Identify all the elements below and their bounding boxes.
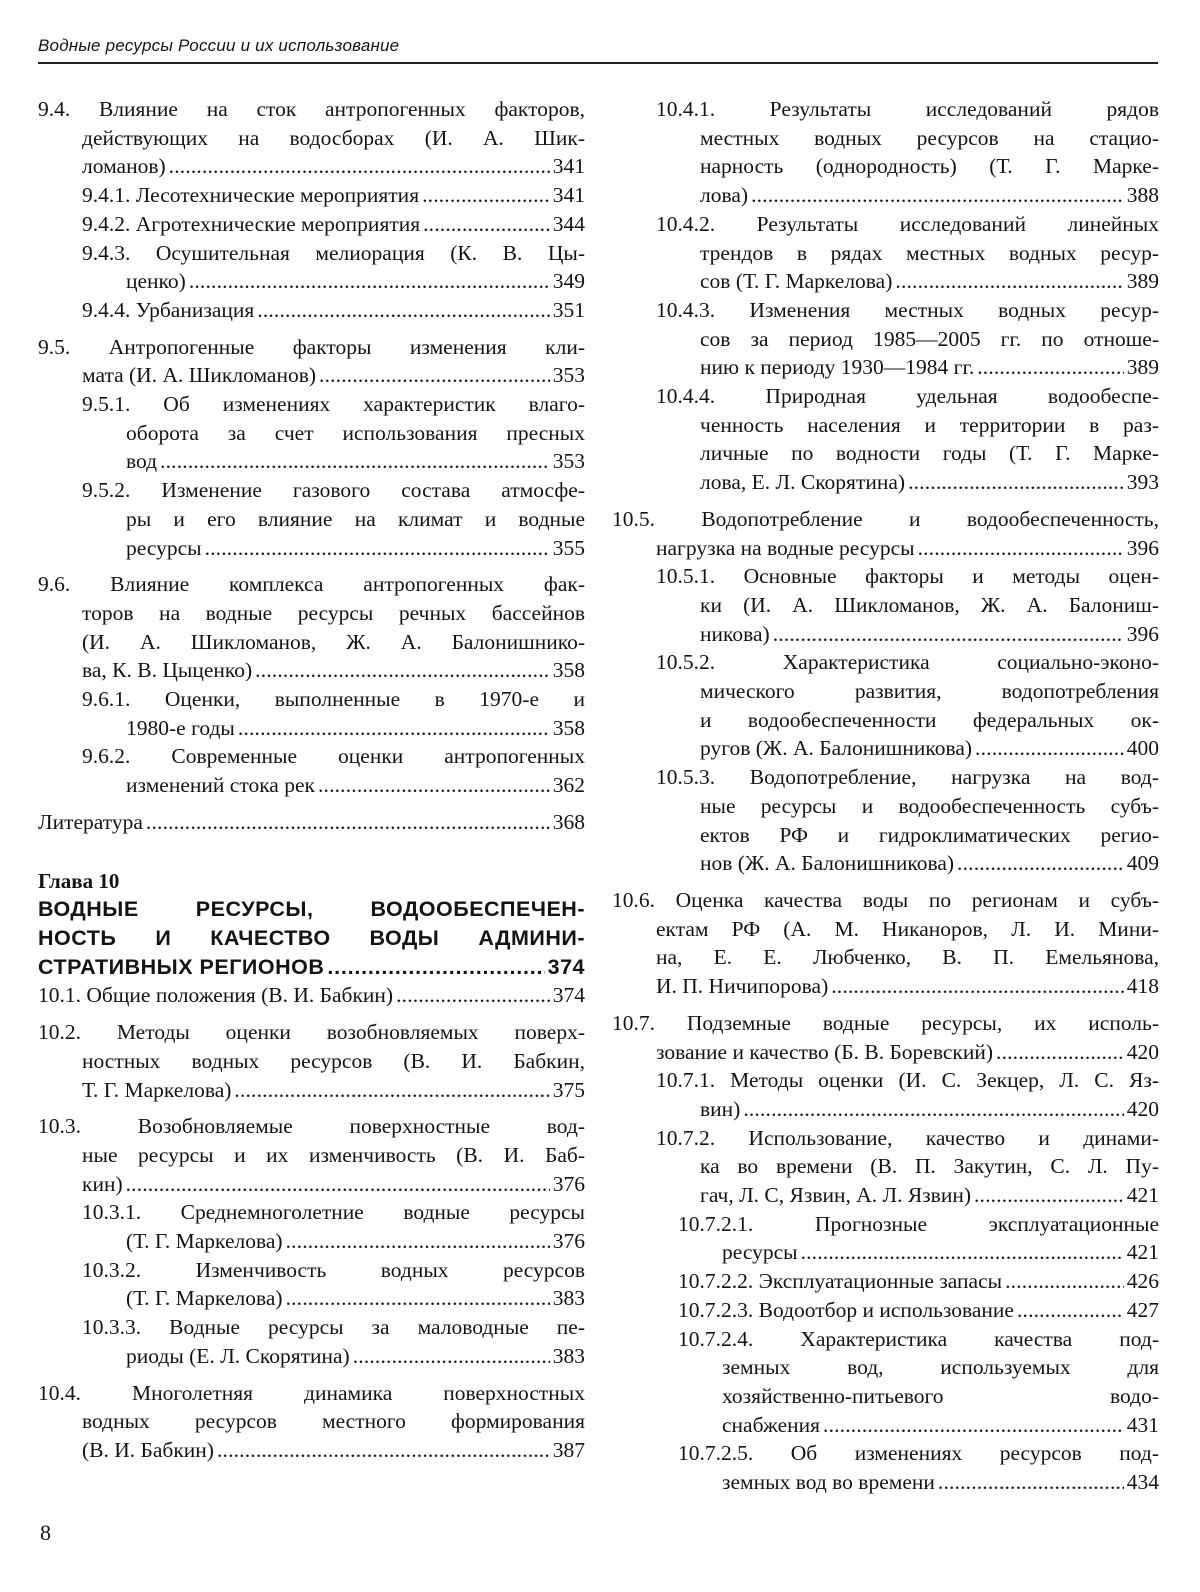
dot-leader (255, 656, 550, 685)
toc-entry (38, 476, 585, 562)
toc-entry-lastline (656, 353, 1159, 382)
toc-entry-lastline (656, 468, 1159, 497)
toc-entry-line: ные ресурсы и их изменчивость (В. И. Баб- (38, 1141, 585, 1170)
toc-entry-line: земных вод, используемых для (678, 1353, 1159, 1382)
page-ref: 374 (553, 981, 585, 1010)
page-ref: 376 (553, 1170, 585, 1199)
dot-leader (1017, 1296, 1124, 1325)
toc-entry-line: 10.3.1. Среднемноголетние водные ресурсы (82, 1198, 585, 1227)
toc-entry-lastline (656, 267, 1159, 296)
dot-leader (286, 1284, 550, 1313)
toc-entry-line: 10.3. Возобновляемые поверхностные вод- (38, 1112, 585, 1141)
toc-entry-lastline (656, 849, 1159, 878)
toc-entry-line: 10.4.3. Изменения местных водных ресур- (656, 296, 1159, 325)
toc-left-column (38, 95, 585, 1465)
dot-leader (217, 1436, 550, 1465)
toc-entry-line: 10.6. Оценка качества воды по регионам и субъ- (612, 886, 1159, 915)
toc-entry-title: ресурсы (126, 534, 202, 563)
toc-entry-line: 10.7.2.1. Прогнозные эксплуатационные (678, 1210, 1159, 1239)
toc-entry-lastline (656, 1181, 1159, 1210)
spacer (38, 1104, 585, 1112)
page-ref: 362 (553, 771, 585, 800)
toc-entry-title: сов (Т. Г. Маркелова) (700, 267, 892, 296)
toc-entry-lastline (82, 714, 585, 743)
toc-entry-line: 10.7.2.5. Об изменениях ресурсов под- (678, 1439, 1159, 1468)
toc-entry-title: мата (И. А. Шикломанов) (82, 361, 316, 390)
dot-leader (422, 181, 550, 210)
toc-entry-title: никова) (700, 620, 770, 649)
toc-entry-lastline (38, 152, 585, 181)
page-ref: 358 (553, 714, 585, 743)
dot-leader (318, 771, 550, 800)
toc-entry-line: и водообеспеченности федеральных ок- (656, 706, 1159, 735)
toc-entry-title: 9.4.2. Агротехнические мероприятия (82, 210, 420, 239)
toc-entry-title: ва, К. В. Цыценко) (82, 656, 252, 685)
dot-leader (977, 353, 1124, 382)
dot-leader (1005, 1267, 1124, 1296)
page-ref: 341 (553, 181, 585, 210)
page-ref: 383 (553, 1342, 585, 1371)
chapter-label: Глава 10 (38, 867, 585, 896)
toc-entry-title: ценко) (126, 267, 186, 296)
toc-entry (612, 886, 1159, 1001)
toc-entry-line: ектов РФ и гидроклиматических регио- (656, 821, 1159, 850)
dot-leader (974, 1181, 1124, 1210)
toc-entry-lastline (38, 981, 585, 1010)
toc-entry-title: И. П. Ничипорова) (656, 972, 828, 1001)
toc-entry (38, 1018, 585, 1104)
chapter-title (38, 895, 585, 981)
toc-entry (38, 333, 585, 390)
toc-entry-title: 10.1. Общие положения (В. И. Бабкин) (38, 981, 393, 1010)
page-ref: 389 (1127, 353, 1159, 382)
toc-entry-line: сов за период 1985—2005 гг. по отноше- (656, 325, 1159, 354)
toc-entry-lastline (656, 734, 1159, 763)
toc-entry (612, 505, 1159, 562)
toc-entry-lastline (38, 361, 585, 390)
page-ref: 351 (553, 296, 585, 325)
spacer (38, 325, 585, 333)
page-ref: 376 (553, 1227, 585, 1256)
page-ref: 353 (553, 361, 585, 390)
spacer (38, 1371, 585, 1379)
toc-entry-line: личные по водности годы (Т. Г. Марке- (656, 439, 1159, 468)
dot-leader (234, 1076, 549, 1105)
toc-entry (612, 1439, 1159, 1496)
toc-entry-title: 9.4.1. Лесотехнические мероприятия (82, 181, 419, 210)
toc-entry-title: вод (126, 447, 157, 476)
spacer (38, 837, 585, 865)
toc-entry (612, 1296, 1159, 1325)
toc-entry-title: лова, Е. Л. Скорятина) (700, 468, 905, 497)
toc-entry (612, 1267, 1159, 1296)
dot-leader (975, 734, 1124, 763)
toc-entry-line: на, Е. Е. Любченко, В. П. Емельянова, (612, 943, 1159, 972)
page-ref: 349 (553, 267, 585, 296)
toc-entry (38, 570, 585, 685)
chapter-title-line: СТРАТИВНЫХ РЕГИОНОВ (38, 953, 324, 982)
page-ref: 427 (1127, 1296, 1159, 1325)
toc-entry-lastline (612, 1038, 1159, 1067)
page-ref: 341 (553, 152, 585, 181)
dot-leader (160, 447, 550, 476)
toc-entry-title: Т. Г. Маркелова) (82, 1076, 231, 1105)
page-ref: 421 (1127, 1238, 1159, 1267)
page-ref: 388 (1127, 181, 1159, 210)
toc-entry-line: 10.7.1. Методы оценки (И. С. Зекцер, Л. С. Яз- (656, 1066, 1159, 1095)
dot-leader (169, 152, 550, 181)
chapter-title-lastline (38, 953, 585, 982)
dot-leader (908, 468, 1124, 497)
toc-entry-line: ка во времени (В. П. Закутин, С. Л. Пу- (656, 1152, 1159, 1181)
toc-entry-title: земных вод во времени (722, 1468, 935, 1497)
toc-entry-line: 10.5.2. Характеристика социально-эконо- (656, 648, 1159, 677)
toc-entry (612, 763, 1159, 878)
toc-entry-lastline (38, 1076, 585, 1105)
toc-entry-line: (И. А. Шикломанов, Ж. А. Балонишнико- (38, 628, 585, 657)
dot-leader (743, 1095, 1123, 1124)
page-ref: 387 (553, 1436, 585, 1465)
toc-entry (38, 1112, 585, 1198)
toc-entry-title: снабжения (722, 1411, 820, 1440)
spacer (612, 878, 1159, 886)
page-ref: 400 (1127, 734, 1159, 763)
chapter-title-line: ВОДНЫЕ РЕСУРСЫ, ВОДООБЕСПЕЧЕН- (38, 895, 585, 924)
toc-entry-line: 9.5. Антропогенные факторы изменения кли- (38, 333, 585, 362)
toc-entry-line: 9.4.3. Осушительная мелиорация (К. В. Цы- (82, 239, 585, 268)
page-ref: 396 (1127, 620, 1159, 649)
page-ref: 393 (1127, 468, 1159, 497)
dot-leader (286, 1227, 550, 1256)
toc-entry-title: ломанов) (82, 152, 166, 181)
toc-entry-title: ругов (Ж. А. Балонишникова) (700, 734, 972, 763)
dot-leader (831, 972, 1124, 1001)
toc-entry-title: вин) (700, 1095, 740, 1124)
dot-leader (773, 620, 1124, 649)
toc-entry-title: нагрузка на водные ресурсы (656, 534, 915, 563)
toc-entry (38, 1313, 585, 1370)
page-ref: 434 (1127, 1468, 1159, 1497)
dot-leader (146, 808, 550, 837)
toc-entry-line: 10.5.1. Основные факторы и методы оцен- (656, 562, 1159, 591)
toc-entry-lastline (82, 534, 585, 563)
toc-entry (38, 1379, 585, 1465)
page-ref: 368 (553, 808, 585, 837)
page-ref: 353 (553, 447, 585, 476)
toc-entry (612, 1009, 1159, 1066)
toc-entry-line: трендов в рядах местных водных ресур- (656, 239, 1159, 268)
toc-entry (38, 390, 585, 476)
chapter-title-line: НОСТЬ И КАЧЕСТВО ВОДЫ АДМИНИ- (38, 924, 585, 953)
page-ref: 431 (1127, 1411, 1159, 1440)
toc-entry (612, 210, 1159, 296)
dot-leader (126, 1170, 550, 1199)
toc-entry-title: нию к периоду 1930—1984 гг. (700, 353, 974, 382)
toc-entry (38, 742, 585, 799)
dot-leader (895, 267, 1123, 296)
dot-leader (823, 1411, 1124, 1440)
toc-entry-line: ностных водных ресурсов (В. И. Бабкин, (38, 1047, 585, 1076)
toc-entry (612, 1210, 1159, 1267)
toc-entry-title: (Т. Г. Маркелова) (126, 1284, 283, 1313)
toc-entry-line: ченность населения и территории в раз- (656, 411, 1159, 440)
dot-leader (918, 534, 1124, 563)
toc-left-entries (38, 95, 585, 837)
spacer (38, 562, 585, 570)
toc-entry-line: 10.4.1. Результаты исследований рядов (656, 95, 1159, 124)
page-ref: 409 (1127, 849, 1159, 878)
page-ref: 396 (1127, 534, 1159, 563)
toc-entry (38, 981, 585, 1010)
toc-entry-lastline (82, 1227, 585, 1256)
page-ref: 375 (553, 1076, 585, 1105)
page-ref: 389 (1127, 267, 1159, 296)
page-ref: 355 (553, 534, 585, 563)
dot-leader (751, 181, 1124, 210)
toc-entry-lastline (82, 181, 585, 210)
toc-entry-line: 10.4. Многолетняя динамика поверхностных (38, 1379, 585, 1408)
toc-entry-line: ки (И. А. Шикломанов, Ж. А. Балониш- (656, 591, 1159, 620)
toc-entry-title: 9.4.4. Урбанизация (82, 296, 254, 325)
toc-entry (38, 685, 585, 742)
dot-leader (957, 849, 1124, 878)
toc-entry-line: действующих на водосборах (И. А. Шик- (38, 124, 585, 153)
toc-entry-title: 10.7.2.2. Эксплуатационные запасы (678, 1267, 1002, 1296)
toc-entry (38, 808, 585, 837)
toc-entry-line: водных ресурсов местного формирования (38, 1407, 585, 1436)
toc-entry-lastline (656, 181, 1159, 210)
spacer (612, 1001, 1159, 1009)
dot-leader (238, 714, 550, 743)
toc-entry-lastline (82, 1342, 585, 1371)
toc-entry-line: мического развития, водопотребления (656, 677, 1159, 706)
toc-entry-lastline (38, 656, 585, 685)
toc-entry-lastline (82, 267, 585, 296)
running-head: Водные ресурсы России и их использование (38, 36, 1158, 64)
toc-entry-title: (Т. Г. Маркелова) (126, 1227, 283, 1256)
toc-entry-title: гач, Л. С, Язвин, А. Л. Язвин) (700, 1181, 971, 1210)
toc-left-entries-2 (38, 981, 585, 1464)
toc-entry (612, 95, 1159, 210)
toc-entry-line: 10.4.4. Природная удельная водообеспе- (656, 382, 1159, 411)
toc-entry-line: 9.5.1. Об изменениях характеристик влаго- (82, 390, 585, 419)
toc-entry-line: 9.6.2. Современные оценки антропогенных (82, 742, 585, 771)
toc-entry-lastline (82, 296, 585, 325)
toc-entry (612, 1124, 1159, 1210)
toc-entry-lastline (678, 1468, 1159, 1497)
toc-entry (38, 95, 585, 181)
toc-entry-title: кин) (82, 1170, 123, 1199)
toc-entry-line: ные ресурсы и водообеспеченность субъ- (656, 792, 1159, 821)
spacer (612, 497, 1159, 505)
page-ref: 418 (1127, 972, 1159, 1001)
toc-entry (38, 210, 585, 239)
toc-entry-line: ры и его влияние на климат и водные (82, 505, 585, 534)
toc-entry (38, 239, 585, 296)
toc-entry-line: нарность (однородность) (Т. Г. Марке- (656, 152, 1159, 181)
toc-entry-title: Литература (38, 808, 143, 837)
toc-entry (612, 1325, 1159, 1440)
toc-entry-lastline (678, 1296, 1159, 1325)
toc-entry-lastline (38, 808, 585, 837)
dot-leader (396, 981, 550, 1010)
toc-entry-lastline (38, 1436, 585, 1465)
toc-entry-lastline (678, 1411, 1159, 1440)
toc-entry-line: ектам РФ (А. М. Никаноров, Л. И. Мини- (612, 915, 1159, 944)
toc-entry-line: 10.7.2. Использование, качество и динами- (656, 1124, 1159, 1153)
dot-leader (189, 267, 550, 296)
toc-entry-lastline (678, 1238, 1159, 1267)
toc-entry-line: 10.4.2. Результаты исследований линейных (656, 210, 1159, 239)
toc-entry-lastline (612, 972, 1159, 1001)
toc-entry-title: изменений стока рек (126, 771, 315, 800)
toc-right-column (612, 95, 1159, 1497)
toc-entry-line: хозяйственно-питьевого водо- (678, 1382, 1159, 1411)
toc-entry-lastline (656, 620, 1159, 649)
toc-entry-line: торов на водные ресурсы речных бассейнов (38, 599, 585, 628)
dot-leader (996, 1038, 1124, 1067)
page-ref: 420 (1127, 1095, 1159, 1124)
toc-entry-lastline (656, 1095, 1159, 1124)
toc-entry-line: 10.2. Методы оценки возобновляемых поверх- (38, 1018, 585, 1047)
page-ref: 421 (1127, 1181, 1159, 1210)
page-ref: 344 (553, 210, 585, 239)
toc-entry-title: зование и качество (Б. В. Боревский) (656, 1038, 993, 1067)
dot-leader (205, 534, 550, 563)
dot-leader (938, 1468, 1124, 1497)
toc-entry (612, 382, 1159, 497)
toc-entry-line: 10.3.2. Изменчивость водных ресурсов (82, 1256, 585, 1285)
toc-right-entries (612, 95, 1159, 1497)
toc-entry-title: (В. И. Бабкин) (82, 1436, 214, 1465)
toc-entry-title: 1980-е годы (126, 714, 235, 743)
toc-entry-lastline (612, 534, 1159, 563)
toc-entry-line: 9.6.1. Оценки, выполненные в 1970-е и (82, 685, 585, 714)
toc-entry-lastline (82, 1284, 585, 1313)
toc-entry-lastline (678, 1267, 1159, 1296)
toc-entry (612, 562, 1159, 648)
page-ref: 420 (1127, 1038, 1159, 1067)
page-ref: 374 (548, 953, 585, 982)
toc-entry (38, 296, 585, 325)
dot-leader (327, 953, 544, 982)
toc-entry (612, 1066, 1159, 1123)
toc-entry-line: 9.5.2. Изменение газового состава атмосфе- (82, 476, 585, 505)
toc-entry-line: 10.5. Водопотребление и водообеспеченность, (612, 505, 1159, 534)
dot-leader (319, 361, 550, 390)
toc-entry-title: риоды (Е. Л. Скорятина) (126, 1342, 350, 1371)
dot-leader (353, 1342, 550, 1371)
toc-entry (38, 1256, 585, 1313)
toc-entry (612, 648, 1159, 763)
dot-leader (423, 210, 550, 239)
toc-entry (38, 1198, 585, 1255)
spacer (38, 1010, 585, 1018)
toc-entry-lastline (82, 447, 585, 476)
toc-entry-line: 10.7. Подземные водные ресурсы, их исполь- (612, 1009, 1159, 1038)
toc-entry-lastline (82, 771, 585, 800)
page-ref: 426 (1127, 1267, 1159, 1296)
page-ref: 383 (553, 1284, 585, 1313)
toc-entry-title: лова) (700, 181, 748, 210)
toc-entry-line: оборота за счет использования пресных (82, 419, 585, 448)
toc-entry-title: нов (Ж. А. Балонишникова) (700, 849, 954, 878)
toc-entry-line: 9.6. Влияние комплекса антропогенных фак- (38, 570, 585, 599)
toc-entry-line: местных водных ресурсов на стацио- (656, 124, 1159, 153)
toc-entry-line: 10.3.3. Водные ресурсы за маловодные пе- (82, 1313, 585, 1342)
toc-entry-title: ресурсы (722, 1238, 798, 1267)
toc-entry (612, 296, 1159, 382)
dot-leader (257, 296, 549, 325)
toc-entry-lastline (38, 1170, 585, 1199)
toc-entry-line: 10.5.3. Водопотребление, нагрузка на вод- (656, 763, 1159, 792)
page-ref: 358 (553, 656, 585, 685)
toc-entry (38, 181, 585, 210)
dot-leader (801, 1238, 1124, 1267)
toc-entry-lastline (82, 210, 585, 239)
page-number: 8 (40, 1520, 51, 1546)
chapter-heading (38, 867, 585, 982)
toc-entry-line: 10.7.2.4. Характеристика качества под- (678, 1325, 1159, 1354)
spacer (38, 800, 585, 808)
toc-entry-title: 10.7.2.3. Водоотбор и использование (678, 1296, 1014, 1325)
toc-entry-line: 9.4. Влияние на сток антропогенных факторов, (38, 95, 585, 124)
